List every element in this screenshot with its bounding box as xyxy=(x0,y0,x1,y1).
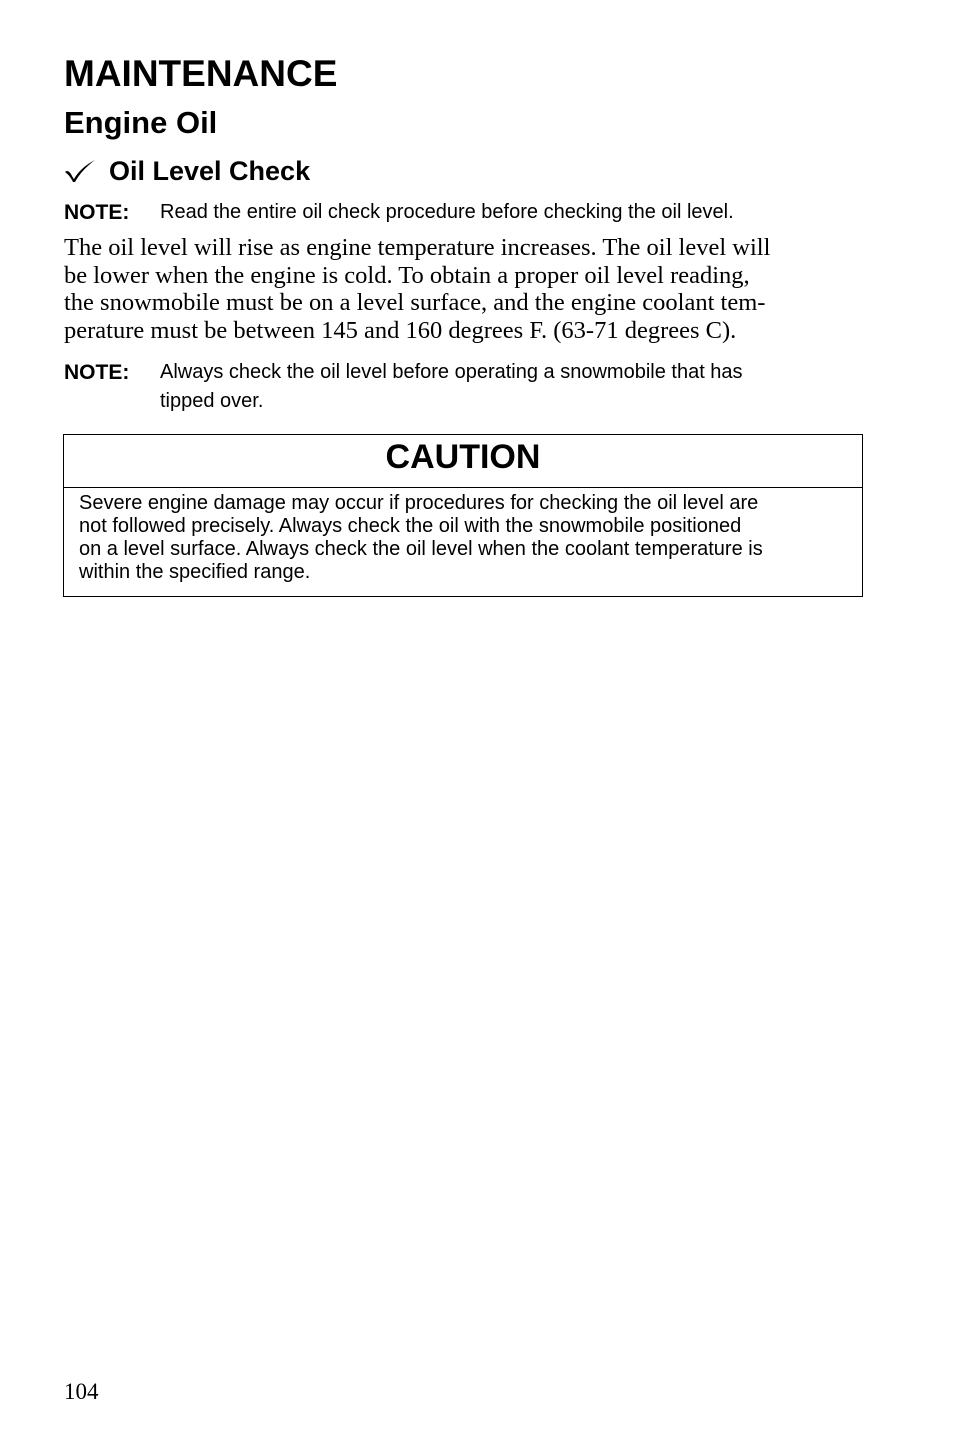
caution-line: on a level surface. Always check the oil level when the coolant temperature is xyxy=(79,538,763,560)
note-label: NOTE: xyxy=(64,361,130,384)
subsection-title: Oil Level Check xyxy=(109,156,311,186)
page-number: 104 xyxy=(64,1379,99,1404)
caution-title: CAUTION xyxy=(64,435,862,488)
paragraph-line: the snowmobile must be on a level surface, and the engine coolant tem- xyxy=(64,289,766,316)
note-line: tipped over. xyxy=(160,390,264,412)
note-line: Always check the oil level before operating a snowmobile that has xyxy=(160,361,743,383)
paragraph-line: perature must be between 145 and 160 degrees F. (63-71 degrees C). xyxy=(64,316,737,344)
paragraph-line: The oil level will rise as engine temperature increases. The oil level will xyxy=(64,234,771,261)
oil-level-paragraph xyxy=(64,234,864,344)
note-text: Read the entire oil check procedure before checking the oil level. xyxy=(160,201,734,223)
note-text xyxy=(160,358,840,416)
caution-line: not followed precisely. Always check the oil with the snowmobile positioned xyxy=(79,515,742,537)
checkmark-icon xyxy=(64,159,96,183)
section-title: Engine Oil xyxy=(64,105,218,140)
subsection-heading xyxy=(64,154,310,188)
page-title: MAINTENANCE xyxy=(64,53,338,94)
note-label: NOTE: xyxy=(64,201,130,224)
paragraph-line: be lower when the engine is cold. To obtain a proper oil level reading, xyxy=(64,261,750,289)
caution-text xyxy=(64,488,862,584)
caution-box xyxy=(63,434,863,597)
caution-line: Severe engine damage may occur if procedures for checking the oil level are xyxy=(79,492,759,514)
caution-line: within the specified range. xyxy=(79,561,311,583)
